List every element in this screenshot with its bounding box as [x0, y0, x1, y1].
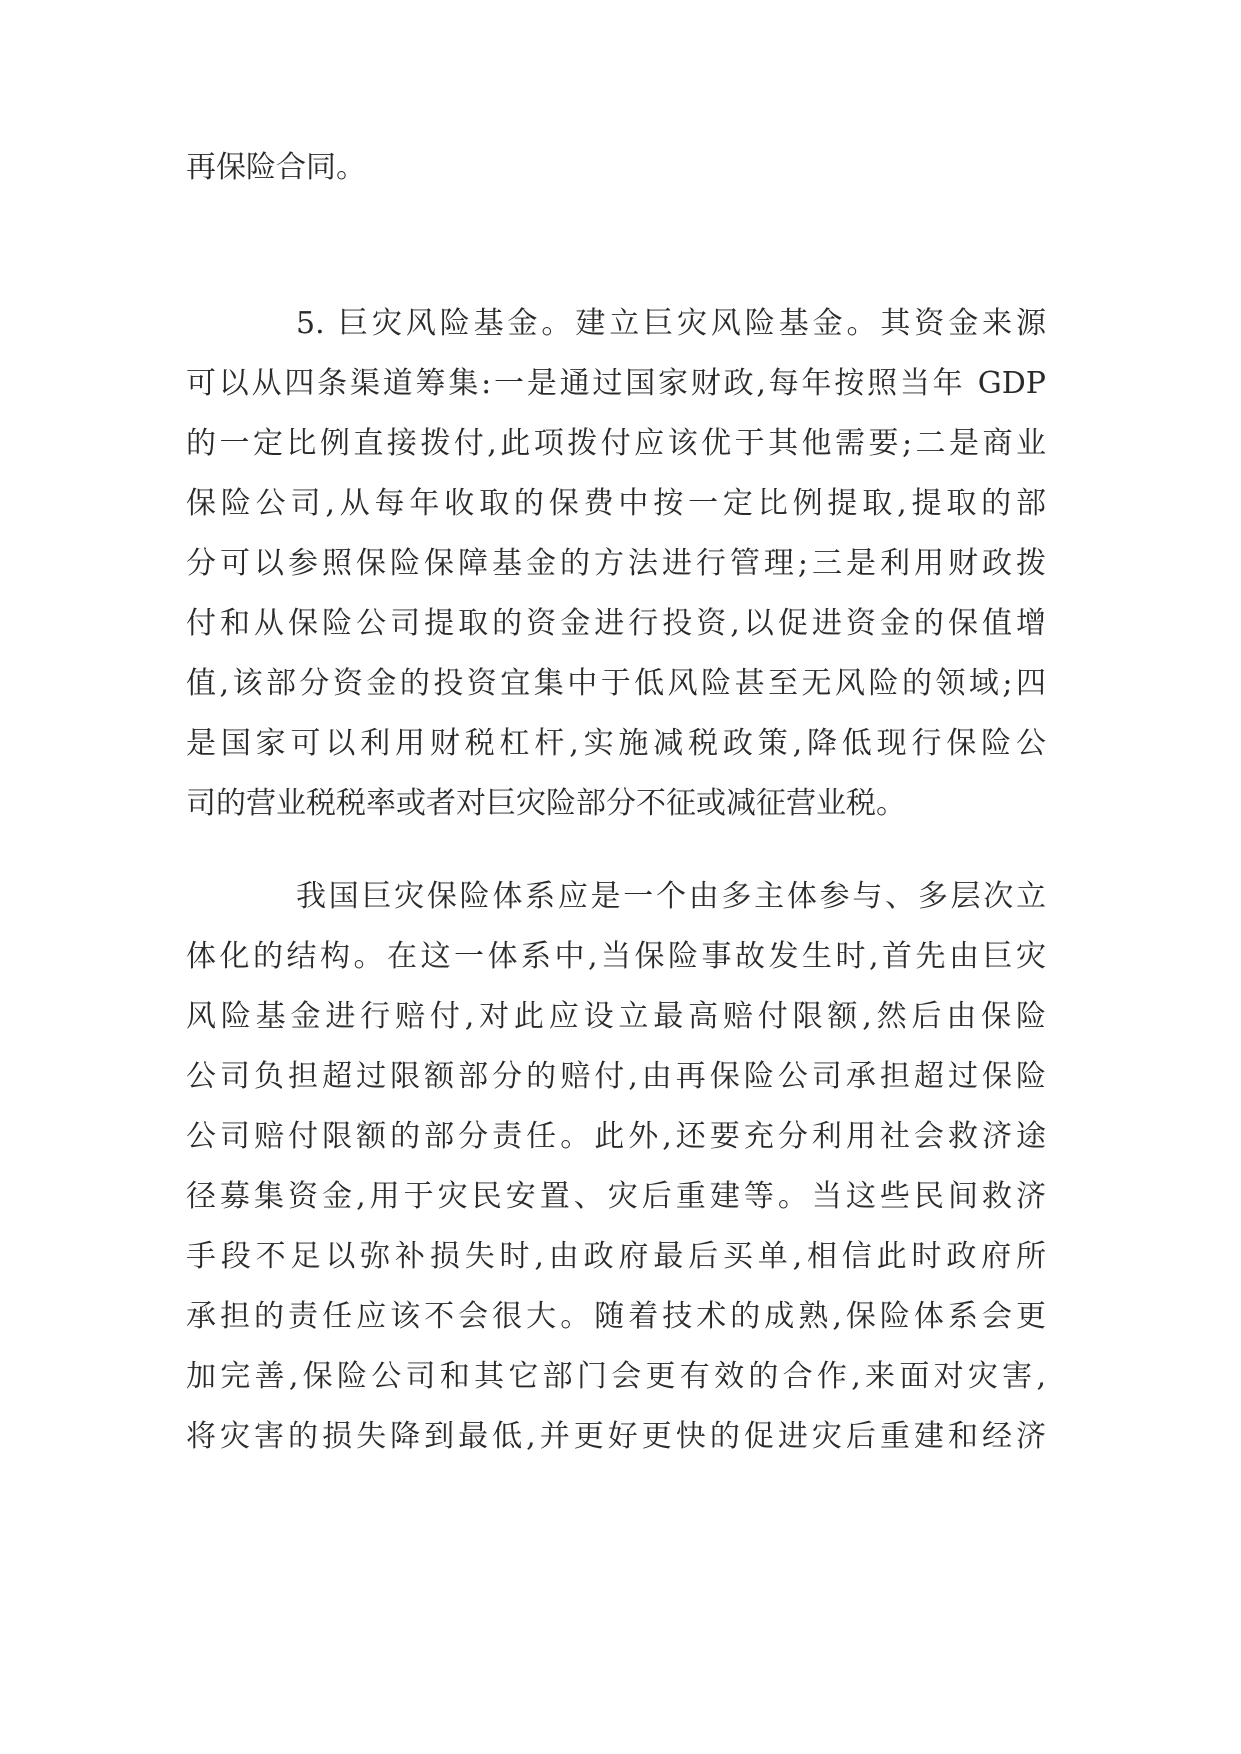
paragraph-line: 再保险合同。	[186, 150, 366, 185]
paragraph-line: 体化的结构。在这一体系中,当保险事故发生时,首先由巨灾	[186, 939, 1046, 974]
paragraph-line: 值,该部分资金的投资宜集中于低风险甚至无风险的领域;四	[186, 666, 1046, 701]
paragraph-line: 公司负担超过限额部分的赔付,由再保险公司承担超过保险	[186, 1059, 1046, 1094]
paragraph-line: 手段不足以弥补损失时,由政府最后买单,相信此时政府所	[186, 1239, 1046, 1274]
paragraph-line: 分可以参照保险保障基金的方法进行管理;三是利用财政拨	[186, 546, 1046, 581]
paragraph-line: 付和从保险公司提取的资金进行投资,以促进资金的保值增	[186, 606, 1046, 641]
paragraph-line: 风险基金进行赔付,对此应设立最高赔付限额,然后由保险	[186, 999, 1046, 1034]
paragraph-line: 将灾害的损失降到最低,并更好更快的促进灾后重建和经济	[186, 1419, 1046, 1454]
section-5-paragraph	[186, 294, 1046, 834]
paragraph-line: 的一定比例直接拨付,此项拨付应该优于其他需要;二是商业	[186, 426, 1046, 461]
continuation-paragraph	[186, 138, 1046, 198]
paragraph-line: 承担的责任应该不会很大。随着技术的成熟,保险体系会更	[186, 1299, 1046, 1334]
paragraph-line: 我国巨灾保险体系应是一个由多主体参与、多层次立	[296, 879, 1046, 914]
paragraph-line: 径募集资金,用于灾民安置、灾后重建等。当这些民间救济	[186, 1179, 1046, 1214]
paragraph-line: 保险公司,从每年收取的保费中按一定比例提取,提取的部	[186, 486, 1046, 521]
summary-paragraph	[186, 867, 1046, 1467]
paragraph-line: 公司赔付限额的部分责任。此外,还要充分利用社会救济途	[186, 1119, 1046, 1154]
paragraph-line: 可以从四条渠道筹集:一是通过国家财政,每年按照当年 GDP	[186, 366, 1046, 401]
paragraph-line: 司的营业税税率或者对巨灾险部分不征或减征营业税。	[186, 786, 906, 821]
paragraph-line: 加完善,保险公司和其它部门会更有效的合作,来面对灾害,	[186, 1359, 1046, 1394]
paragraph-line: 是国家可以利用财税杠杆,实施减税政策,降低现行保险公	[186, 726, 1046, 761]
paragraph-line: 5. 巨灾风险基金。建立巨灾风险基金。其资金来源	[296, 306, 1046, 341]
